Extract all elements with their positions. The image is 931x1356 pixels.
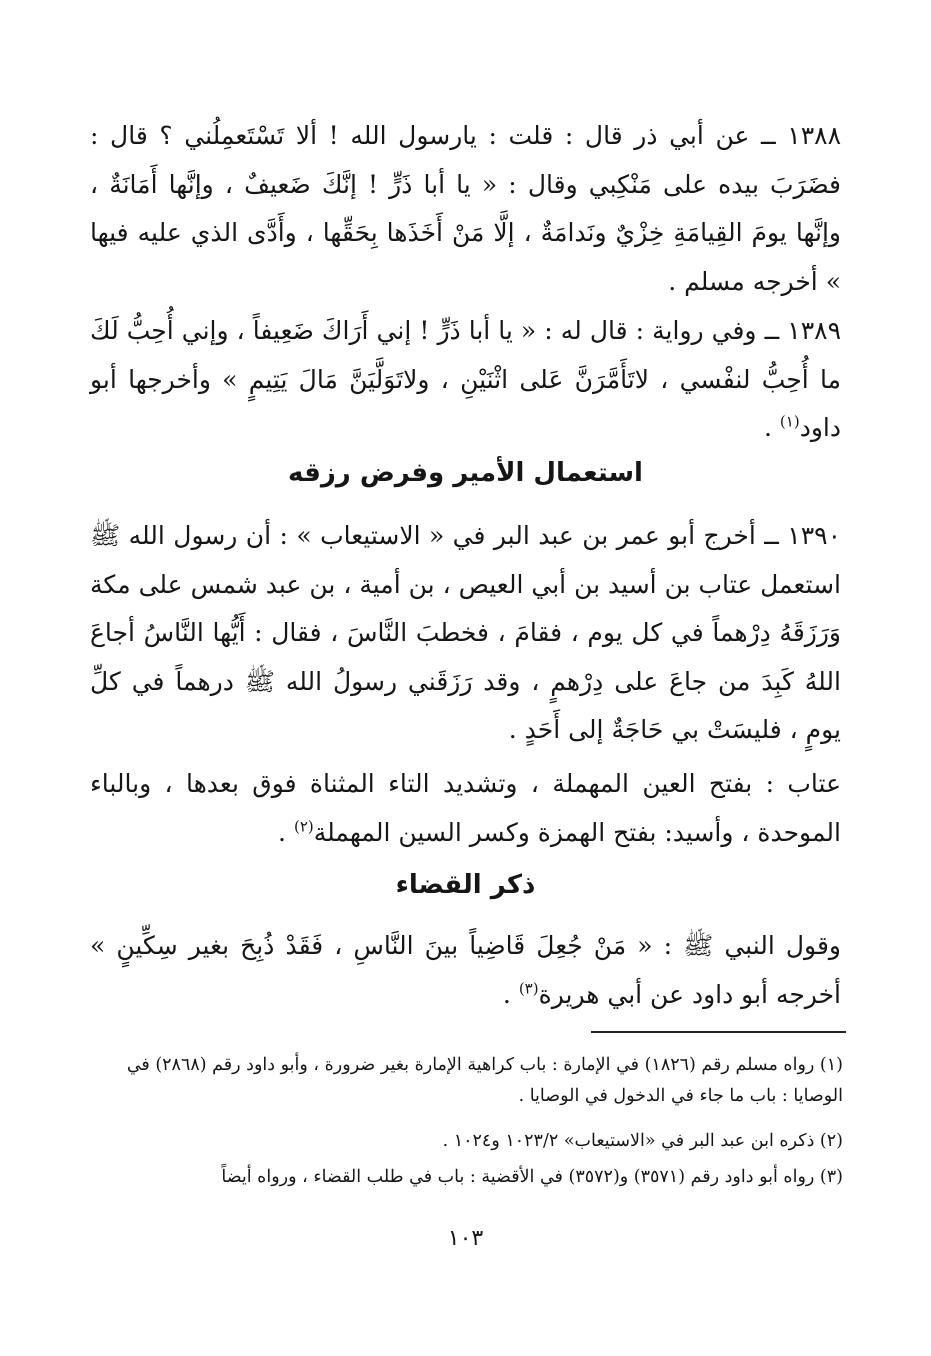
hadith-1389 xyxy=(90,307,841,453)
heading-amir: استعمال الأمير وفرض رزقه xyxy=(288,458,643,488)
heading-qada: ذكر القضاء xyxy=(395,870,536,900)
footnote-ref-2: (٢) xyxy=(293,817,314,836)
note-attab-end: . xyxy=(278,817,294,847)
qada-text xyxy=(90,922,841,1019)
hadith-1390: ١٣٩٠ ــ أخرج أبو عمر بن عبد البر في « الاستيعاب » : أن رسول الله ﷺ استعمل عتاب بن أسيد بن أبي العيص ، بن أمية ، بن عبد شمس على مكة وَرَزَقَهُ دِرْهماً في كل يوم ، فقامَ ، فخطبَ النَّاسَ ، فقال : أَيُّها النَّاسُ أجاعَ اللهُ كَبِدَ من جاعَ على دِرْهمٍ ، وقد رَزَقَني رسولُ الله ﷺ درهماً في كلِّ يومٍ ، فليسَتْ بي حَاجَةٌ إلى أَحَدٍ . xyxy=(90,521,841,744)
qada-text-end: . xyxy=(502,979,519,1009)
note-attab xyxy=(90,760,841,857)
footnote-1: (١) رواه مسلم رقم (١٨٢٦) في الإمارة : باب كراهية الإمارة بغير ضرورة ، وأبو داود رقم (٢٨٦٨) في الوصايا : باب ما جاء في الدخول في الوصايا . xyxy=(126,1055,843,1106)
page-number: ١٠٣ xyxy=(447,1226,484,1251)
footnote-3: (٣) رواه أبو داود رقم (٣٥٧١) و(٣٥٧٢) في الأقضية : باب في طلب القضاء ، ورواه أيضاً xyxy=(221,1167,843,1187)
qada-text-body: وقول النبي ﷺ : « مَنْ جُعِلَ قَاضِياً بينَ النَّاسِ ، فَقَدْ ذُبِحَ بغير سِكِّينٍ » أخرجه أبو داود عن أبي هريرة xyxy=(90,931,841,1009)
hadith-1389-end: . xyxy=(764,413,780,442)
footnote-ref-1: (١) xyxy=(779,412,800,431)
footnote-ref-3: (٣) xyxy=(518,979,539,998)
hadith-1388: ١٣٨٨ ــ عن أبي ذر قال : قلت : يارسول الله ! ألا تَسْتَعمِلُني ؟ قال : فضَرَبَ بيده على مَنْكِبي وقال : « يا أبا ذَرٍّ ! إنَّكَ ضَعيفٌ ، وإنَّها أَمَانَةٌ ، وإنَّها يومَ القِيامَةِ خِزْيٌ ونَدامَةٌ ، إلَّا مَنْ أَخَذَها بِحَقِّها ، وأَدَّى الذي عليه فيها » أخرجه مسلم . xyxy=(90,121,841,296)
footnote-divider xyxy=(591,1031,846,1033)
footnote-2: (٢) ذكره ابن عبد البر في «الاستيعاب» ١٠٢٣/٢ و١٠٢٤ . xyxy=(442,1131,843,1151)
hadith-1389-text: ١٣٨٩ ــ وفي رواية : قال له : « يا أبا ذَرٍّ ! إني أَرَاكَ ضَعِيفاً ، وإني أُحِبُّ لَكَ ما أُحِبُّ لنفْسي ، لاتَأَمَّرَنَّ عَلى اثْنَيْنِ ، ولاتَوَلَّيَنَّ مَالَ يَتِيمٍ » وأخرجها أبو داود xyxy=(90,316,841,442)
note-attab-text: عتاب : بفتح العين المهملة ، وتشديد التاء المثناة فوق بعدها ، وبالباء الموحدة ، وأسيد: بفتح الهمزة وكسر السين المهملة xyxy=(90,769,841,847)
